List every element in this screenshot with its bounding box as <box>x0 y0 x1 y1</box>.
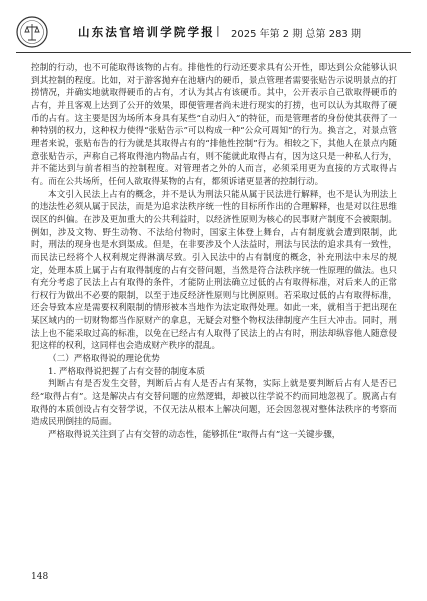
section-heading: （二）严格取得说的理论优势 <box>48 354 160 365</box>
journal-title: 山东法官培训学院学报 <box>78 25 215 39</box>
paragraph: 本文引入民法上占有的概念，并不是认为刑法只能从属于民法进行解释，也不是认为刑法上的违法性必须从属于民法，而是为追求法秩序统一性的目标所作出的合理解释，也是对以往思维误区的纠偏。在涉及更加重大的公共利益时，以经济性原则为核心的民事财产制度不会被限制。例如，涉及文物、野生动物、不法给付物时，国家主体登上舞台，占有制度就会遭到限制，此时，刑法的现身也是水到渠成。但是，在非要涉及个人法益时，刑法与民法的追求具有一致性，而民法已经将个人权利规定得淋漓尽致。引入民法中的占有制度的概念，补充刑法中未尽的规定，处理本质上属于占有取得制度的占有交替问题，当然是符合法秩序统一性原理的做法。也只有充分考虑了民法上占有取得的条件，才能防止刑法确立过低的占有取得标准，对后来人的正常行权行为做出不必要的限制，以至于违反经济性原则与比例原则。若采取过低的占有取得标准，还会导致本应是需要权利限制的情形被本当地作为法定取得处理。如此一来，就相当于把出现在某区域内的一切财物都当作原财产的拿息，无疑会对整个物权法律制度产生巨大冲击。同时，刑法上也不能采取过高的标准，以免在已经占有人取得了民法上的占有时，刑法却纵容他人随意侵犯这样的权利，这同样也会造成财产秩序的混乱。 <box>31 189 397 352</box>
journal-seal-icon <box>16 16 48 48</box>
issue-info: 2025 年第 2 期 总第 283 期 <box>231 29 361 40</box>
paragraph: 严格取得说关注到了占有交替的动态性，能够抓住“取得占有”这一关键步骤， <box>48 430 341 441</box>
header-separator: | <box>216 24 220 37</box>
subsection-heading: 1. 严格取得说把握了占有交替的制度本质 <box>48 366 206 377</box>
page-number: 148 <box>31 572 49 582</box>
journal-header <box>16 16 411 50</box>
article-body <box>31 62 397 442</box>
paragraph: 判断占有是否发生交替，判断后占有人是否占有某物，实际上就是要判断后占有人是否已经“取得占有”。这是解决占有交替问题的应然逻辑，却被以往学说不约而同地忽视了。脱离占有取得的本质创设占有交替学说，不仅无法从根本上解决问题，还会因忽视对整体法秩序的考察而造成民刑倒挂的局面。 <box>31 379 397 428</box>
header-divider <box>16 52 411 53</box>
paragraph: 控制的行动，也不可能取得该物的占有。排他性的行动还要求具有公开性，即达到公众能够认识到其控制的程度。比如，对于游客抛弃在池塘内的硬币，景点管理者需要张贴告示说明景点的打捞情况，并确实地就取得硬币的占有，才认为其占有该硬币。其中，公开表示自己欲取得硬币的占有，并且客观上达到了公开的效果，即便管理者尚未进行现实的打捞，也可以认为其取得了硬币的占有。这主要是因为场所本身具有某些“自动归入”的特征，而是管理者的身份使其获得了一种特别的权力，这种权力使得“张贴告示”可以构成一种“公众可周知”的行为。换言之，对景点管理者来说，张贴布告的行为就是其取得占有的“排他性控制”行为。相较之下，其他人在景点内随意张贴告示，声称自己将取得池内物品占有，则不能就此取得占有，因为这只是一种私人行为，并不能达到与前者相当的控制程度。对管理者之外的人而言，必须采用更为直接的方式取得占有。而在公共场所，任何人欲取得某物的占有，都须诉诸更显著的控制行动。 <box>31 63 397 187</box>
